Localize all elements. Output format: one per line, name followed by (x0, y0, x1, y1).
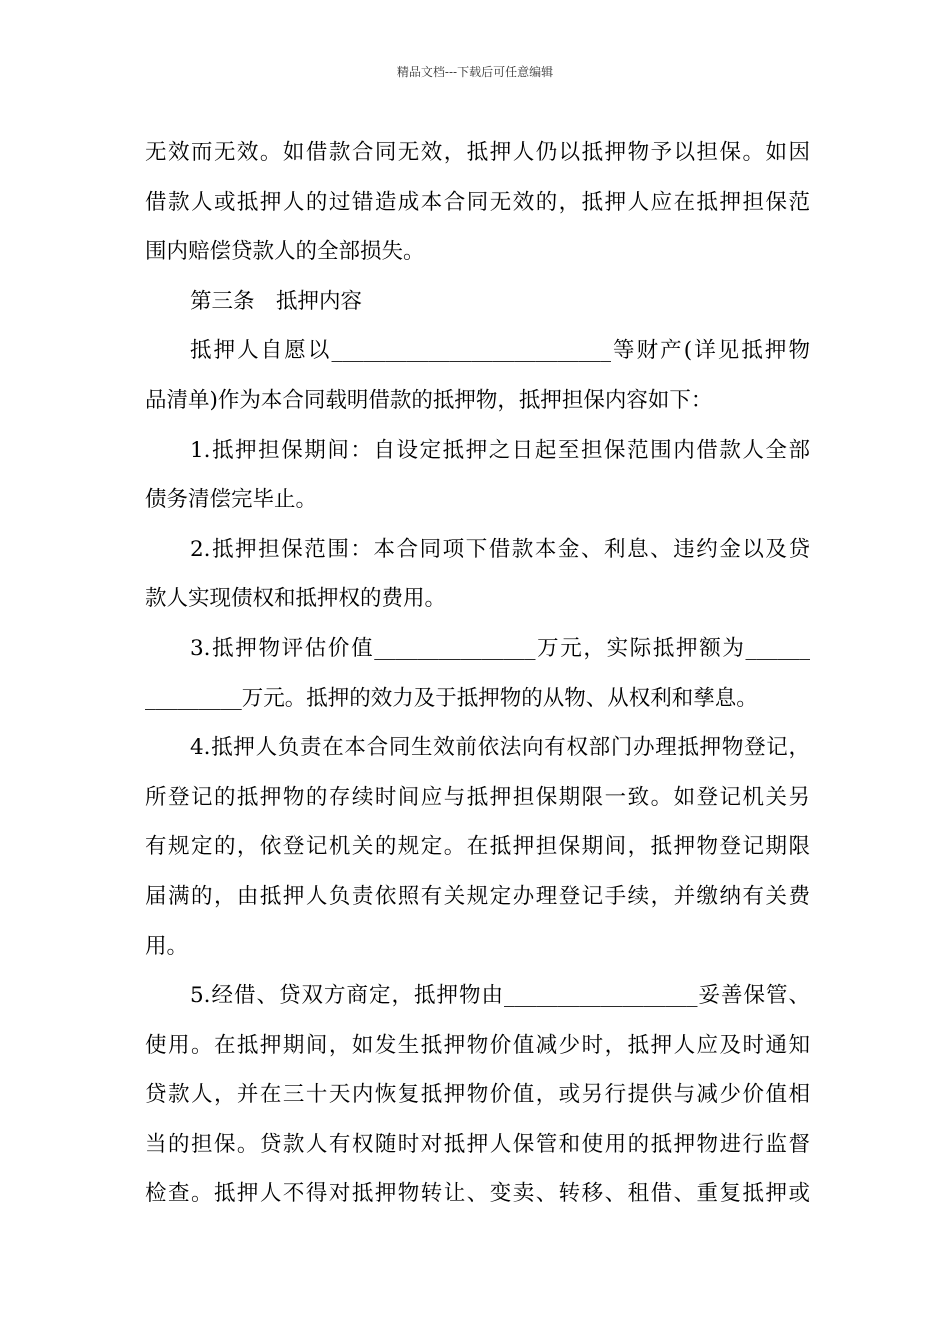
text-line: 无效而无效。如借款合同无效，抵押人仍以抵押物予以担保。如因 (145, 140, 810, 165)
text-line: 有规定的，依登记机关的规定。在抵押担保期间，抵押物登记期限 (145, 834, 810, 860)
text-line: 当的担保。贷款人有权随时对抵押人保管和使用的抵押物进行监督 (145, 1131, 810, 1157)
text-line: 使用。在抵押期间，如发生抵押物价值减少时，抵押人应及时通知 (145, 1032, 810, 1058)
list-item: 2.抵押担保范围：本合同项下借款本金、利息、违约金以及贷 (190, 536, 810, 562)
section-heading: 第三条 抵押内容 (190, 288, 363, 314)
list-item: 1.抵押担保期间：自设定抵押之日起至担保范围内借款人全部 (190, 437, 810, 463)
text-line: 届满的，由抵押人负责依照有关规定办理登记手续，并缴纳有关费 (145, 883, 810, 909)
text-line: 抵押人自愿以__________________________等财产(详见抵押物 (190, 338, 810, 364)
text-line: 围内赔偿贷款人的全部损失。 (145, 239, 425, 265)
text-line: _________万元。抵押的效力及于抵押物的从物、从权利和孳息。 (145, 685, 758, 711)
text-line: 贷款人，并在三十天内恢复抵押物价值，或另行提供与减少价值相 (145, 1082, 810, 1108)
text-line: 用。 (145, 933, 189, 959)
text-line: 借款人或抵押人的过错造成本合同无效的，抵押人应在抵押担保范 (145, 189, 810, 215)
text-line: 所登记的抵押物的存续时间应与抵押担保期限一致。如登记机关另 (145, 784, 810, 810)
list-item: 5.经借、贷双方商定，抵押物由__________________妥善保管、 (190, 983, 810, 1009)
list-item: 4.抵押人负责在本合同生效前依法向有权部门办理抵押物登记， (190, 735, 810, 761)
text-line: 检查。抵押人不得对抵押物转让、变卖、转移、租借、重复抵押或 (145, 1181, 810, 1207)
text-line: 品清单)作为本合同载明借款的抵押物，抵押担保内容如下： (145, 387, 713, 413)
document-body (145, 128, 810, 1219)
list-item: 3.抵押物评估价值_______________万元，实际抵押额为______ (190, 635, 810, 661)
text-line: 款人实现债权和抵押权的费用。 (145, 586, 447, 612)
text-line: 债务清偿完毕止。 (145, 487, 318, 513)
page-header: 精品文档---下载后可任意编辑 (396, 65, 554, 79)
